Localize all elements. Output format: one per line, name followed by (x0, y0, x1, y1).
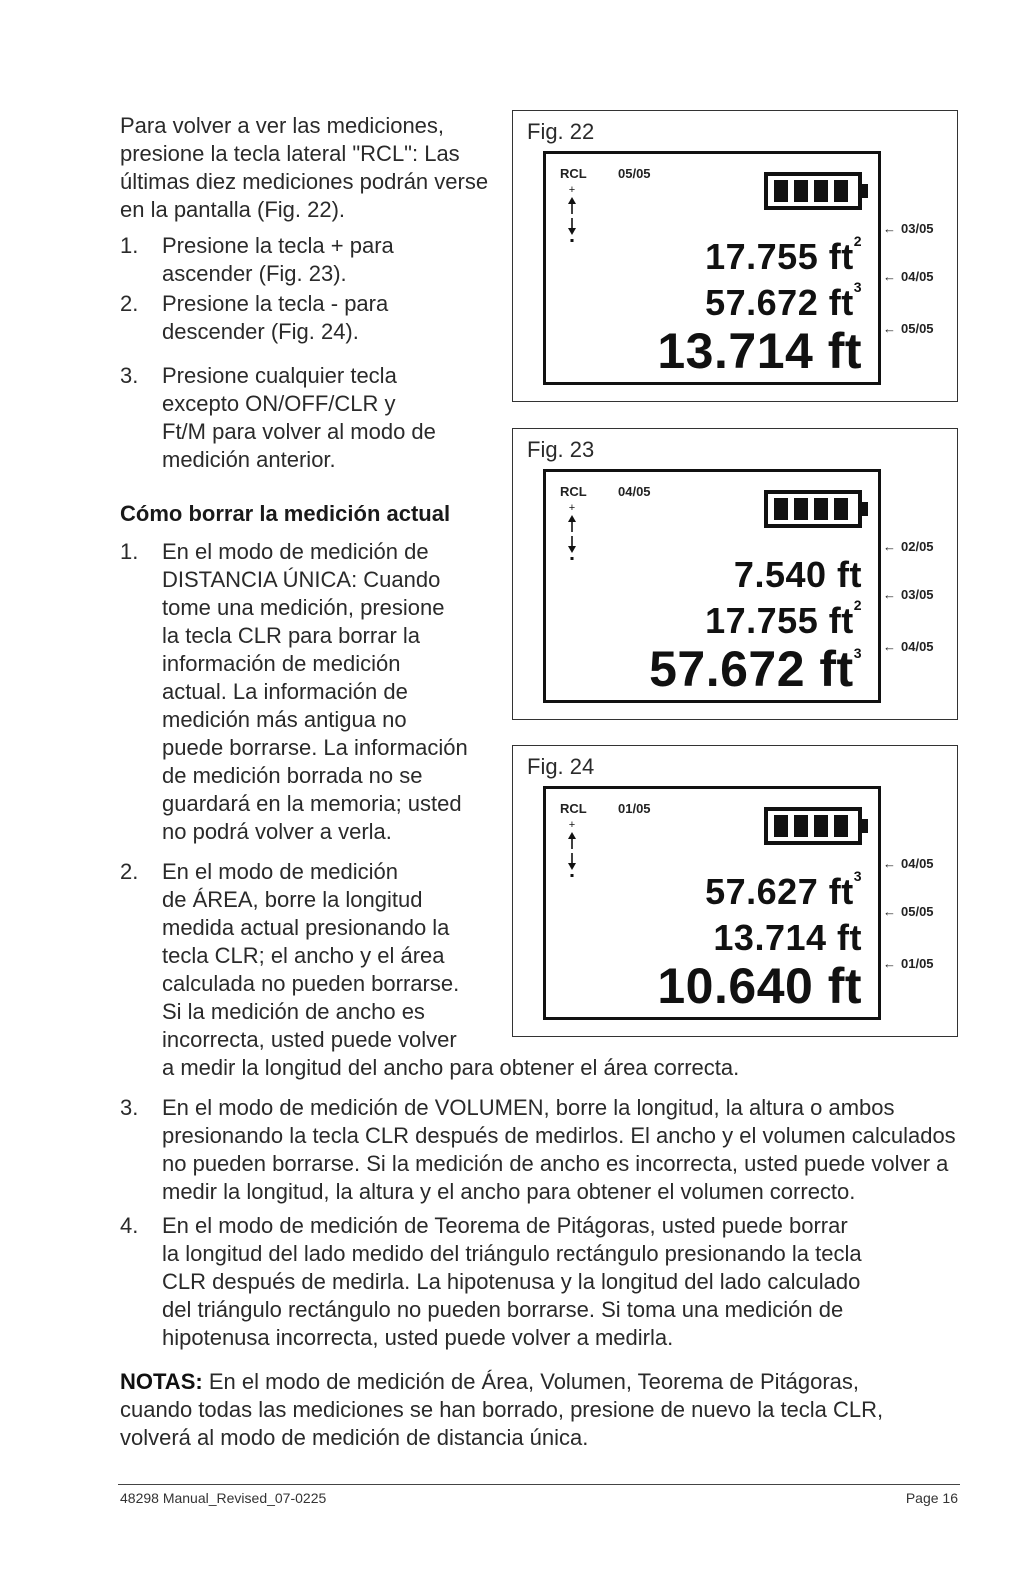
up-down-arrows-icon (566, 184, 578, 244)
measurement-value: 13.714 ft (713, 917, 862, 958)
step-line: presionando la tecla CLR después de medirlos. El ancho y el volumen calculados (162, 1123, 956, 1148)
step-number: 2. (120, 291, 139, 316)
lcd-display (543, 469, 881, 703)
step-line: guardará en la memoria; usted (162, 791, 462, 816)
measurement-exponent: 2 (853, 597, 862, 613)
left-arrow-icon: ← (883, 321, 896, 336)
left-arrow-icon: ← (883, 639, 896, 654)
step-line: de medición borrada no se (162, 763, 423, 788)
pointer-index: 05/05 (901, 904, 934, 919)
pointer-index: 01/05 (901, 956, 934, 971)
measurement-row (705, 233, 862, 278)
measurement-value: 10.640 ft (657, 958, 862, 1014)
step-number: 1. (120, 233, 139, 258)
step-line: DISTANCIA ÚNICA: Cuando (162, 567, 441, 592)
rcl-label: RCL (560, 166, 587, 181)
svg-text:+: + (568, 502, 576, 514)
figure-box (512, 110, 958, 402)
step-line: Presione cualquier tecla (162, 363, 397, 388)
step-number: 4. (120, 1213, 139, 1238)
footer-divider (118, 1484, 960, 1485)
rcl-label: RCL (560, 484, 587, 499)
measurement-row (705, 279, 862, 324)
step-line: En el modo de medición de Teorema de Pitágoras, usted puede borrar (162, 1213, 848, 1238)
measurement-row (657, 322, 862, 380)
left-arrow-icon: ← (883, 539, 896, 554)
notes-label: NOTAS: (120, 1369, 203, 1394)
notes-line-2: cuando todas las mediciones se han borrado, presione de nuevo la tecla CLR, (120, 1397, 884, 1422)
measurement-exponent: 3 (853, 645, 862, 662)
pointer-index: 04/05 (901, 856, 934, 871)
svg-text:+: + (568, 819, 576, 831)
step-number: 3. (120, 1095, 139, 1120)
step-line: no pueden borrarse. Si la medición de ancho es incorrecta, usted puede volver a (162, 1151, 949, 1176)
step-line: medición anterior. (162, 447, 336, 472)
battery-icon (764, 170, 872, 212)
notes-line-1: En el modo de medición de Área, Volumen, Teorema de Pitágoras, (202, 1369, 860, 1394)
step-line: medición más antigua no (162, 707, 407, 732)
pointer-index: 02/05 (901, 539, 934, 554)
measurement-value: 7.540 ft (733, 554, 862, 595)
measurement-value: 57.672 ft (649, 641, 854, 697)
step-line: Presione la tecla + para (162, 233, 394, 258)
measurement-value: 13.714 ft (657, 323, 862, 379)
svg-text:+: + (568, 184, 576, 196)
step-line: a medir la longitud del ancho para obtener el área correcta. (162, 1055, 740, 1080)
step-number: 1. (120, 539, 139, 564)
measurement-exponent: 3 (853, 868, 862, 884)
step-line: hipotenusa incorrecta, usted puede volver a medirla. (162, 1325, 674, 1350)
lcd-display (543, 151, 881, 385)
measurement-row (657, 957, 862, 1015)
pointer-index: 04/05 (901, 639, 934, 654)
left-arrow-icon: ← (883, 856, 896, 871)
measurement-value: 57.672 ft (705, 282, 854, 323)
notes-block (120, 1368, 960, 1452)
recall-counter: 04/05 (618, 484, 651, 499)
measurement-exponent: 3 (853, 279, 862, 295)
figure-title: Fig. 22 (527, 119, 595, 144)
pointer-index: 04/05 (901, 269, 934, 284)
side-pointer-label (883, 956, 973, 971)
step-line: Ft/M para volver al modo de (162, 419, 436, 444)
up-down-arrows-icon (566, 819, 578, 879)
step-line: medir la longitud, la altura y el ancho para obtener el volumen correcto. (162, 1179, 856, 1204)
side-pointer-label (883, 904, 973, 919)
step-line: incorrecta, usted puede volver (162, 1027, 457, 1052)
intro-paragraph: Para volver a ver las mediciones, presione la tecla lateral "RCL": Las últimas diez mediciones podrán verse en la pantalla (Fig. 22). (120, 113, 489, 222)
step-line: la longitud del lado medido del triángulo rectángulo presionando la tecla (162, 1241, 862, 1266)
step-line: no podrá volver a verla. (162, 819, 392, 844)
step-line: medida actual presionando la (162, 915, 450, 940)
step-line: excepto ON/OFF/CLR y (162, 391, 396, 416)
step-line: En el modo de medición (162, 859, 399, 884)
side-pointer-label (883, 539, 973, 554)
measurement-row (705, 868, 862, 913)
step-number: 3. (120, 363, 139, 388)
pointer-index: 03/05 (901, 221, 934, 236)
recall-counter: 01/05 (618, 801, 651, 816)
lcd-display (543, 786, 881, 1020)
side-pointer-label (883, 221, 973, 236)
figure-title: Fig. 24 (527, 754, 595, 779)
side-pointer-label (883, 269, 973, 284)
measurement-value: 17.755 ft (705, 600, 854, 641)
measurement-exponent: 2 (853, 233, 862, 249)
left-arrow-icon: ← (883, 269, 896, 284)
step-line: tecla CLR; el ancho y el área (162, 943, 445, 968)
pointer-index: 03/05 (901, 587, 934, 602)
measurement-row (734, 554, 862, 596)
battery-icon (764, 805, 872, 847)
step-line: calculada no pueden borrarse. (162, 971, 460, 996)
measurement-row (705, 597, 862, 642)
rcl-label: RCL (560, 801, 587, 816)
battery-icon (764, 488, 872, 530)
up-down-arrows-icon (566, 502, 578, 562)
figure-box (512, 428, 958, 720)
recall-counter: 05/05 (618, 166, 651, 181)
side-pointer-label (883, 856, 973, 871)
figure-title: Fig. 23 (527, 437, 595, 462)
figure-box (512, 745, 958, 1037)
notes-line-3: volverá al modo de medición de distancia única. (120, 1425, 589, 1450)
step-line: de ÁREA, borre la longitud (162, 887, 423, 912)
left-arrow-icon: ← (883, 956, 896, 971)
step-number: 2. (120, 859, 139, 884)
step-line: Si la medición de ancho es (162, 999, 425, 1024)
step-line: CLR después de medirla. La hipotenusa y la longitud del lado calculado (162, 1269, 861, 1294)
step-line: Presione la tecla - para (162, 291, 389, 316)
measurement-value: 17.755 ft (705, 236, 854, 277)
footer-doc-id: 48298 Manual_Revised_07-0225 (120, 1490, 327, 1506)
step-line: En el modo de medición de (162, 539, 429, 564)
left-arrow-icon: ← (883, 587, 896, 602)
measurement-value: 57.627 ft (705, 871, 854, 912)
step-line: del triángulo rectángulo no pueden borrarse. Si toma una medición de (162, 1297, 844, 1322)
step-line: puede borrarse. La información (162, 735, 468, 760)
side-pointer-label (883, 321, 973, 336)
left-arrow-icon: ← (883, 904, 896, 919)
left-arrow-icon: ← (883, 221, 896, 236)
section-heading: Cómo borrar la medición actual (120, 501, 451, 526)
measurement-row (713, 917, 862, 959)
step-line: información de medición (162, 651, 401, 676)
step-line: tome una medición, presione (162, 595, 445, 620)
step-line: ascender (Fig. 23). (162, 261, 347, 286)
step-line: la tecla CLR para borrar la (162, 623, 421, 648)
measurement-row (649, 640, 862, 698)
pointer-index: 05/05 (901, 321, 934, 336)
step-line: En el modo de medición de VOLUMEN, borre la longitud, la altura o ambos (162, 1095, 895, 1120)
step-line: actual. La información de (162, 679, 408, 704)
side-pointer-label (883, 587, 973, 602)
step-line: descender (Fig. 24). (162, 319, 359, 344)
footer-page-number: Page 16 (905, 1490, 958, 1506)
side-pointer-label (883, 639, 973, 654)
